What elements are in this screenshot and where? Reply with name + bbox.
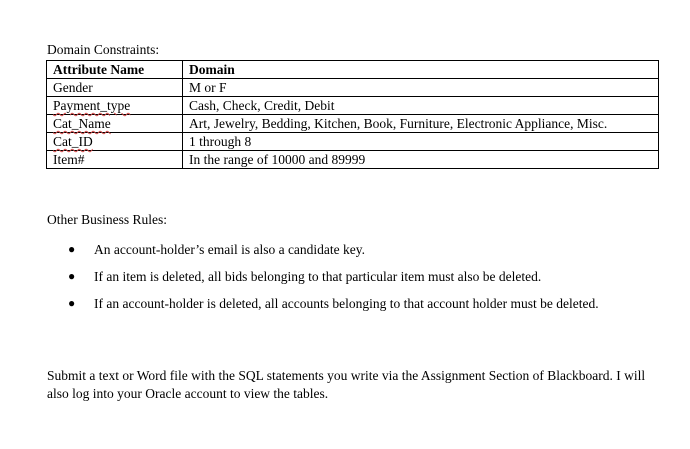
column-header-domain: Domain	[183, 61, 659, 79]
domain-cell: M or F	[183, 79, 659, 97]
rule-text: If an item is deleted, all bids belonging to that particular item must also be deleted.	[94, 269, 542, 284]
domain-cell: In the range of 10000 and 89999	[183, 151, 659, 169]
table-row	[47, 97, 659, 115]
table-row	[47, 79, 659, 97]
table-row	[47, 151, 659, 169]
table-header-row	[47, 61, 659, 79]
attribute-cell: Gender	[47, 79, 183, 97]
attribute-text: Cat_ID	[53, 134, 93, 149]
attribute-cell: Item#	[47, 151, 183, 169]
domain-cell: Art, Jewelry, Bedding, Kitchen, Book, Furniture, Electronic Appliance, Misc.	[183, 115, 659, 133]
domain-cell: Cash, Check, Credit, Debit	[183, 97, 659, 115]
attribute-cell	[47, 115, 183, 133]
bullet-icon: ●	[68, 296, 76, 310]
rule-text: If an account-holder is deleted, all accounts belonging to that account holder must be deleted.	[94, 296, 599, 311]
bullet-icon: ●	[68, 242, 76, 256]
column-header-attribute: Attribute Name	[47, 61, 183, 79]
business-rules-list	[64, 236, 644, 317]
rule-text: An account-holder’s email is also a candidate key.	[94, 242, 366, 257]
submission-instructions: Submit a text or Word file with the SQL statements you write via the Assignment Section of Blackboard. I will also log into your Oracle account to view the tables.	[47, 368, 646, 401]
attribute-cell	[47, 133, 183, 151]
attribute-text: Cat_Name	[53, 116, 111, 131]
business-rules-heading: Other Business Rules:	[47, 212, 167, 227]
bullet-icon: ●	[68, 269, 76, 283]
list-item	[64, 263, 644, 290]
domain-constraints-table	[46, 60, 659, 169]
table-row	[47, 133, 659, 151]
attribute-cell	[47, 97, 183, 115]
table-row	[47, 115, 659, 133]
list-item	[64, 236, 644, 263]
attribute-text: Payment_type	[53, 98, 131, 113]
domain-constraints-heading: Domain Constraints:	[47, 42, 160, 57]
domain-cell: 1 through 8	[183, 133, 659, 151]
list-item	[64, 290, 644, 317]
